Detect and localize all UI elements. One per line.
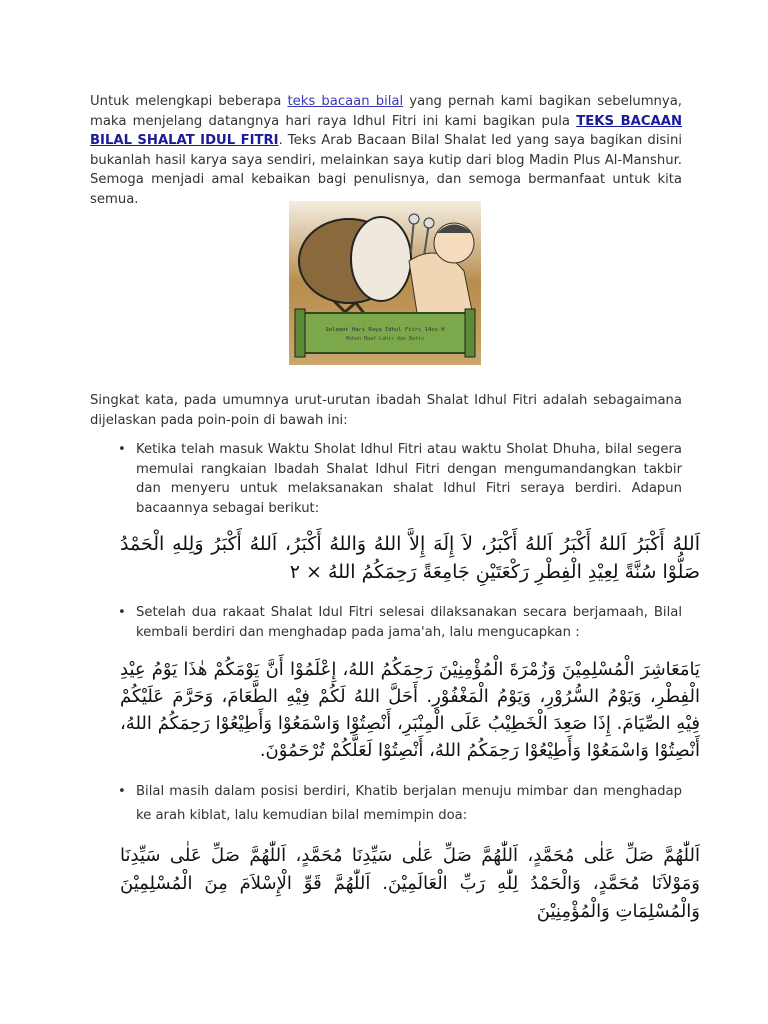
banner-text: Selamat Hari Raya Idhul Fitri 14xx H bbox=[325, 327, 445, 333]
list-item: • Bilal masih dalam posisi berdiri, Khatib berjalan menuju mimbar dan menghadap ke arah kiblat, lalu kemudian bilal memimpin doa: bbox=[110, 780, 682, 828]
steps-list bbox=[110, 780, 682, 828]
list-item: • Ketika telah masuk Waktu Sholat Idhul Fitri atau waktu Sholat Dhuha, bilal segera memulai rangkaian Ibadah Shalat Idhul Fitri dengan mengumandangkan takbir dan menyeru untuk melaksanakan shalat Idhul Fitri seraya berdiri. Adapun bacaannya sebagai berikut: bbox=[110, 440, 682, 518]
list-item: • Setelah dua rakaat Shalat Idul Fitri selesai dilaksanakan secara berjamaah, Bilal kembali berdiri dan menghadap pada jama'ah, lalu mengucapkan : bbox=[110, 603, 682, 642]
arabic-announcement: يَامَعَاشِرَ الْمُسْلِمِيْنَ وَزُمْرَةَ الْمُؤْمِنِيْنَ رَحِمَكُمُ اللهُ، إِعْلَمُوْا أَنَّ يَوْمَكُمْ هٰذَا يَوْمُ عِيْدِ الْفِطْرِ، وَيَوْمُ السُّرُوْرِ، وَيَوْمُ الْمَغْفُوْرِ. أَحَلَّ اللهُ لَكُمْ فِيْهِ الطَّعَامَ، وَحَرَّمَ عَلَيْكُمْ فِيْهِ الصِّيَامَ. إِذَا صَعِدَ الْخَطِيْبُ عَلَى الْمِنْبَرِ، أَنْصِتُوْا وَاسْمَعُوْا وَأَطِيْعُوْا رَحِمَكُمُ اللهُ، أَنْصِتُوْا وَاسْمَعُوْا وَأَطِيْعُوْا رَحِمَكُمُ اللهُ، أَنْصِتُوْا لَعَلَّكُمْ تُرْحَمُوْنَ. bbox=[120, 659, 700, 761]
intro-text: Untuk melengkapi beberapa bbox=[90, 94, 288, 109]
drum-illustration bbox=[289, 201, 481, 365]
intro-text: yang pernah kami bagikan sebelumnya, maka menjelang datangnya hari raya Idhul Fitri ini kami bagikan pula bbox=[90, 94, 682, 129]
summary-paragraph: Singkat kata, pada umumnya urut-urutan ibadah Shalat Idhul Fitri adalah sebagaimana dijelaskan pada poin-poin di bawah ini: bbox=[90, 393, 682, 428]
arabic-takbir: اَللهُ أَكْبَرُ اَللهُ أَكْبَرُ اَللهُ أَكْبَرُ، لاَ إِلَهَ إِلاَّ اللهُ وَاللهُ أَكْبَرُ، اَللهُ أَكْبَرُ وَلِلهِ الْحَمْدُ صَلُّوْا سُنَّةً لِعِيْدِ الْفِطْرِ رَكْعَتَيْنِ جَامِعَةً رَحِمَكُمُ اللهُ × ٢ bbox=[120, 533, 700, 583]
teks-bacaan-bilal-link[interactable]: teks bacaan bilal bbox=[287, 94, 404, 109]
arabic-doa: اَللّٰهُمَّ صَلِّ عَلٰى مُحَمَّدٍ، اَللّٰهُمَّ صَلِّ عَلٰى سَيِّدِنَا مُحَمَّدٍ، اَللّٰهُمَّ صَلِّ عَلٰى سَيِّدِنَا وَمَوْلاَنَا مُحَمَّدٍ، وَالْحَمْدُ لِلّٰهِ رَبِّ الْعَالَمِيْنَ. اَللّٰهُمَّ قَوِّ الْإِسْلاَمَ مِنَ الْمُسْلِمِيْنَ وَالْمُسْلِمَاتِ وَالْمُؤْمِنِيْنَ bbox=[120, 845, 700, 922]
steps-list bbox=[110, 603, 682, 642]
intro-paragraph bbox=[90, 92, 682, 209]
intro-text: . Teks Arab Bacaan Bilal Shalat Ied yang saya bagikan disini bukanlah hasil karya saya sendiri, melainkan saya kutip dari blog Madin Plus Al-Manshur. Semoga menjadi amal kebaikan bagi penulisnya, dan semoga bermanfaat untuk kita semua. bbox=[90, 133, 682, 207]
teks-bacaan-bilal-idul-fitri-link[interactable]: TEKS BACAAN BILAL SHALAT IDUL FITRI bbox=[90, 113, 682, 148]
banner-text: Mohon Maaf Lahir dan Batin bbox=[345, 336, 425, 342]
steps-list bbox=[110, 440, 682, 518]
